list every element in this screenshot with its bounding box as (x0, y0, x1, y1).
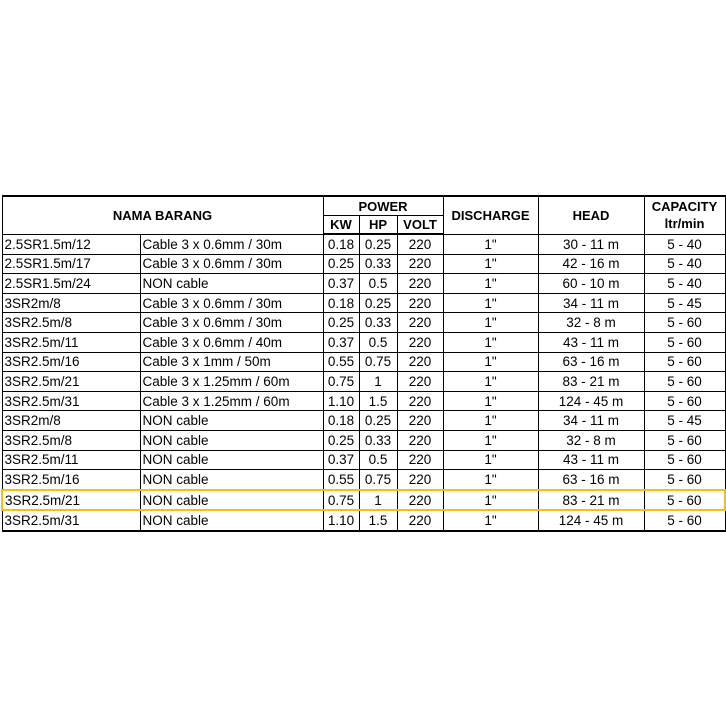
table-row (2, 234, 725, 254)
cell-description: Cable 3 x 0.6mm / 30m (140, 234, 323, 254)
cell-kw: 0.25 (323, 313, 359, 333)
table-row (2, 372, 725, 392)
cell-discharge: 1" (443, 372, 538, 392)
cell-discharge: 1" (443, 470, 538, 490)
cell-hp: 0.33 (359, 254, 397, 274)
cell-capacity: 5 - 60 (644, 332, 725, 352)
cell-description: NON cable (140, 490, 323, 511)
cell-head: 32 - 8 m (538, 430, 644, 450)
cell-capacity: 5 - 40 (644, 274, 725, 294)
header-head: HEAD (538, 196, 644, 234)
cell-kw: 0.37 (323, 274, 359, 294)
cell-hp: 0.25 (359, 411, 397, 431)
cell-kode: 3SR2.5m/11 (2, 332, 140, 352)
cell-head: 42 - 16 m (538, 254, 644, 274)
cell-kw: 0.75 (323, 372, 359, 392)
cell-description: Cable 3 x 0.6mm / 30m (140, 254, 323, 274)
cell-description: NON cable (140, 510, 323, 531)
cell-capacity: 5 - 60 (644, 352, 725, 372)
cell-head: 63 - 16 m (538, 352, 644, 372)
cell-kode: 3SR2.5m/31 (2, 510, 140, 531)
cell-capacity: 5 - 60 (644, 391, 725, 411)
header-capacity (644, 196, 725, 234)
cell-description: Cable 3 x 1mm / 50m (140, 352, 323, 372)
cell-head: 43 - 11 m (538, 450, 644, 470)
cell-hp: 1 (359, 372, 397, 392)
cell-kw: 0.18 (323, 411, 359, 431)
cell-kode: 3SR2.5m/16 (2, 470, 140, 490)
cell-head: 83 - 21 m (538, 490, 644, 511)
cell-capacity: 5 - 45 (644, 411, 725, 431)
cell-discharge: 1" (443, 490, 538, 511)
table-row (2, 254, 725, 274)
cell-capacity: 5 - 60 (644, 490, 725, 511)
cell-kode: 3SR2.5m/31 (2, 391, 140, 411)
cell-head: 83 - 21 m (538, 372, 644, 392)
cell-discharge: 1" (443, 234, 538, 254)
cell-description: Cable 3 x 1.25mm / 60m (140, 372, 323, 392)
cell-description: Cable 3 x 1.25mm / 60m (140, 391, 323, 411)
cell-kode: 3SR2m/8 (2, 293, 140, 313)
cell-kw: 0.55 (323, 352, 359, 372)
cell-head: 124 - 45 m (538, 391, 644, 411)
cell-kode: 3SR2.5m/8 (2, 313, 140, 333)
cell-hp: 0.5 (359, 332, 397, 352)
table-row (2, 391, 725, 411)
cell-volt: 220 (397, 450, 443, 470)
cell-kode: 3SR2.5m/11 (2, 450, 140, 470)
cell-capacity: 5 - 60 (644, 510, 725, 531)
cell-hp: 0.75 (359, 352, 397, 372)
cell-volt: 220 (397, 510, 443, 531)
table-row (2, 510, 725, 531)
cell-capacity: 5 - 40 (644, 234, 725, 254)
cell-description: Cable 3 x 0.6mm / 30m (140, 313, 323, 333)
cell-description: NON cable (140, 411, 323, 431)
cell-kw: 0.55 (323, 470, 359, 490)
cell-head: 124 - 45 m (538, 510, 644, 531)
cell-description: NON cable (140, 450, 323, 470)
cell-volt: 220 (397, 490, 443, 511)
header-capacity-unit: ltr/min (664, 216, 705, 232)
cell-volt: 220 (397, 274, 443, 294)
spec-table (1, 195, 726, 532)
cell-hp: 0.75 (359, 470, 397, 490)
cell-description: NON cable (140, 274, 323, 294)
cell-discharge: 1" (443, 411, 538, 431)
cell-hp: 1 (359, 490, 397, 511)
cell-head: 30 - 11 m (538, 234, 644, 254)
cell-hp: 0.33 (359, 430, 397, 450)
cell-discharge: 1" (443, 293, 538, 313)
cell-kode: 3SR2.5m/16 (2, 352, 140, 372)
cell-capacity: 5 - 45 (644, 293, 725, 313)
header-power: POWER (323, 196, 443, 216)
cell-kw: 0.25 (323, 254, 359, 274)
cell-kw: 0.37 (323, 450, 359, 470)
cell-kw: 0.25 (323, 430, 359, 450)
table-row (2, 332, 725, 352)
cell-kode: 2.5SR1.5m/24 (2, 274, 140, 294)
cell-head: 34 - 11 m (538, 411, 644, 431)
table-row (2, 313, 725, 333)
cell-description: Cable 3 x 0.6mm / 40m (140, 332, 323, 352)
cell-kode: 3SR2.5m/21 (2, 372, 140, 392)
header-kw: KW (323, 216, 359, 235)
cell-volt: 220 (397, 391, 443, 411)
cell-volt: 220 (397, 254, 443, 274)
cell-volt: 220 (397, 411, 443, 431)
cell-kode: 3SR2m/8 (2, 411, 140, 431)
table-row (2, 274, 725, 294)
cell-discharge: 1" (443, 430, 538, 450)
cell-kw: 0.18 (323, 234, 359, 254)
cell-volt: 220 (397, 372, 443, 392)
cell-capacity: 5 - 60 (644, 313, 725, 333)
header-capacity-label: CAPACITY (651, 199, 718, 215)
cell-head: 32 - 8 m (538, 313, 644, 333)
cell-capacity: 5 - 40 (644, 254, 725, 274)
cell-kw: 0.18 (323, 293, 359, 313)
header-hp: HP (359, 216, 397, 235)
cell-hp: 1.5 (359, 391, 397, 411)
table-body (2, 234, 725, 531)
cell-volt: 220 (397, 430, 443, 450)
cell-discharge: 1" (443, 352, 538, 372)
cell-volt: 220 (397, 234, 443, 254)
cell-hp: 0.25 (359, 234, 397, 254)
cell-discharge: 1" (443, 332, 538, 352)
cell-discharge: 1" (443, 450, 538, 470)
cell-head: 43 - 11 m (538, 332, 644, 352)
cell-hp: 0.5 (359, 450, 397, 470)
table-row (2, 352, 725, 372)
cell-hp: 0.5 (359, 274, 397, 294)
cell-kode: 2.5SR1.5m/17 (2, 254, 140, 274)
cell-hp: 0.25 (359, 293, 397, 313)
header-volt: VOLT (397, 216, 443, 235)
cell-description: NON cable (140, 430, 323, 450)
cell-hp: 0.33 (359, 313, 397, 333)
cell-volt: 220 (397, 352, 443, 372)
cell-kode: 2.5SR1.5m/12 (2, 234, 140, 254)
cell-capacity: 5 - 60 (644, 470, 725, 490)
cell-kw: 1.10 (323, 510, 359, 531)
cell-hp: 1.5 (359, 510, 397, 531)
header-discharge: DISCHARGE (443, 196, 538, 234)
cell-head: 34 - 11 m (538, 293, 644, 313)
cell-volt: 220 (397, 293, 443, 313)
table-row (2, 450, 725, 470)
cell-discharge: 1" (443, 254, 538, 274)
cell-description: NON cable (140, 470, 323, 490)
cell-discharge: 1" (443, 313, 538, 333)
cell-kw: 0.75 (323, 490, 359, 511)
cell-volt: 220 (397, 470, 443, 490)
table-row (2, 411, 725, 431)
cell-discharge: 1" (443, 510, 538, 531)
cell-head: 63 - 16 m (538, 470, 644, 490)
table-row (2, 470, 725, 490)
cell-head: 60 - 10 m (538, 274, 644, 294)
cell-discharge: 1" (443, 391, 538, 411)
table-row (2, 293, 725, 313)
cell-description: Cable 3 x 0.6mm / 30m (140, 293, 323, 313)
table-row (2, 490, 725, 511)
cell-capacity: 5 - 60 (644, 430, 725, 450)
cell-kode: 3SR2.5m/8 (2, 430, 140, 450)
cell-capacity: 5 - 60 (644, 372, 725, 392)
cell-kw: 0.37 (323, 332, 359, 352)
table-row (2, 430, 725, 450)
cell-volt: 220 (397, 313, 443, 333)
cell-kw: 1.10 (323, 391, 359, 411)
cell-capacity: 5 - 60 (644, 450, 725, 470)
header-nama-barang: NAMA BARANG (2, 196, 323, 234)
cell-volt: 220 (397, 332, 443, 352)
cell-kode: 3SR2.5m/21 (2, 490, 140, 511)
cell-discharge: 1" (443, 274, 538, 294)
